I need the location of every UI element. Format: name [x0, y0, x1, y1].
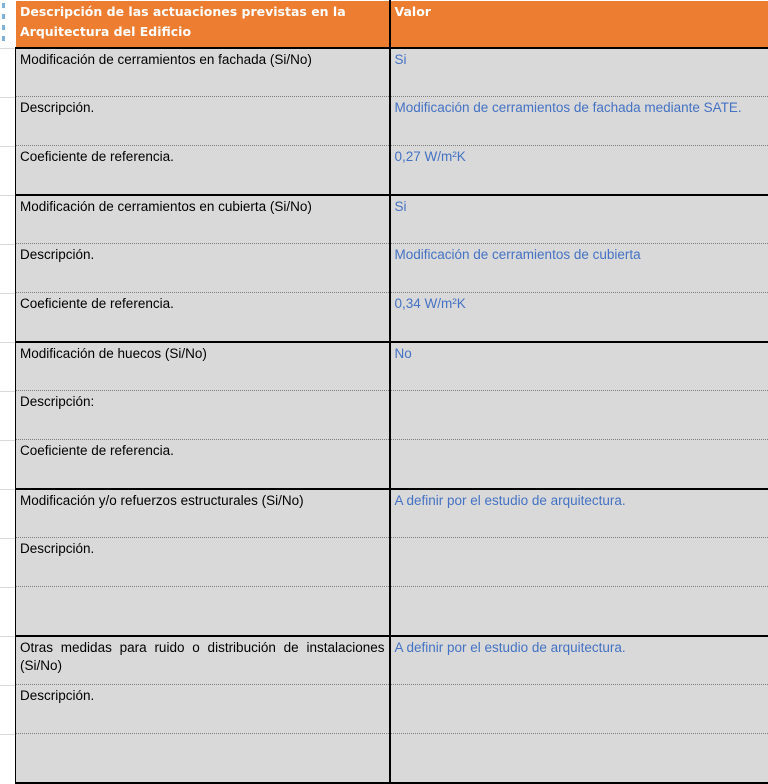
- cell-value[interactable]: [390, 734, 768, 783]
- cell-label[interactable]: Coeficiente de referencia.: [16, 293, 390, 342]
- table-row: [16, 97, 768, 146]
- cell-value[interactable]: [390, 685, 768, 734]
- cell-label[interactable]: Descripción.: [16, 538, 390, 587]
- gutter-mark: [2, 14, 5, 19]
- header-row: [16, 1, 768, 48]
- cell-label[interactable]: [16, 734, 390, 783]
- cell-label[interactable]: [16, 587, 390, 636]
- cell-value[interactable]: [390, 587, 768, 636]
- table-row: [16, 685, 768, 734]
- cell-value[interactable]: [390, 440, 768, 489]
- cell-label[interactable]: Otras medidas para ruido o distribución de instalaciones (Si/No): [16, 636, 390, 685]
- cell-value[interactable]: 0,27 W/m²K: [390, 146, 768, 195]
- table-row: [16, 440, 768, 489]
- gutter-mark: [2, 36, 5, 41]
- cell-label[interactable]: Descripción.: [16, 685, 390, 734]
- cell-value[interactable]: Si: [390, 48, 768, 97]
- cell-value[interactable]: 0,34 W/m²K: [390, 293, 768, 342]
- table-row: [16, 636, 768, 685]
- table-row: [16, 195, 768, 244]
- table-row: [16, 48, 768, 97]
- cell-value[interactable]: [390, 391, 768, 440]
- cell-value[interactable]: Modificación de cerramientos de cubierta: [390, 244, 768, 293]
- cell-value[interactable]: Si: [390, 195, 768, 244]
- actuaciones-table: [15, 0, 768, 784]
- cell-value[interactable]: Modificación de cerramientos de fachada mediante SATE.: [390, 97, 768, 146]
- header-description[interactable]: Descripción de las actuaciones previstas en la Arquitectura del Edificio: [16, 1, 390, 48]
- cell-label[interactable]: Descripción.: [16, 97, 390, 146]
- row-gutter: [0, 0, 15, 782]
- table-row: [16, 489, 768, 538]
- table-row: [16, 734, 768, 783]
- cell-label[interactable]: Descripción.: [16, 244, 390, 293]
- table-row: [16, 293, 768, 342]
- gutter-mark: [2, 3, 5, 8]
- table-row: [16, 244, 768, 293]
- header-value[interactable]: Valor: [390, 1, 768, 48]
- cell-value[interactable]: [390, 538, 768, 587]
- cell-label[interactable]: Modificación de cerramientos en cubierta (Si/No): [16, 195, 390, 244]
- table-row: [16, 146, 768, 195]
- cell-value[interactable]: No: [390, 342, 768, 391]
- cell-label[interactable]: Modificación y/o refuerzos estructurales (Si/No): [16, 489, 390, 538]
- cell-value[interactable]: A definir por el estudio de arquitectura.: [390, 489, 768, 538]
- cell-label[interactable]: Coeficiente de referencia.: [16, 146, 390, 195]
- cell-label[interactable]: Coeficiente de referencia.: [16, 440, 390, 489]
- table-row: [16, 391, 768, 440]
- cell-value[interactable]: A definir por el estudio de arquitectura.: [390, 636, 768, 685]
- table-row: [16, 538, 768, 587]
- table-row: [16, 342, 768, 391]
- cell-label[interactable]: Modificación de cerramientos en fachada (Si/No): [16, 48, 390, 97]
- cell-label[interactable]: Modificación de huecos (Si/No): [16, 342, 390, 391]
- table-row: [16, 587, 768, 636]
- gutter-mark: [2, 25, 5, 30]
- cell-label[interactable]: Descripción:: [16, 391, 390, 440]
